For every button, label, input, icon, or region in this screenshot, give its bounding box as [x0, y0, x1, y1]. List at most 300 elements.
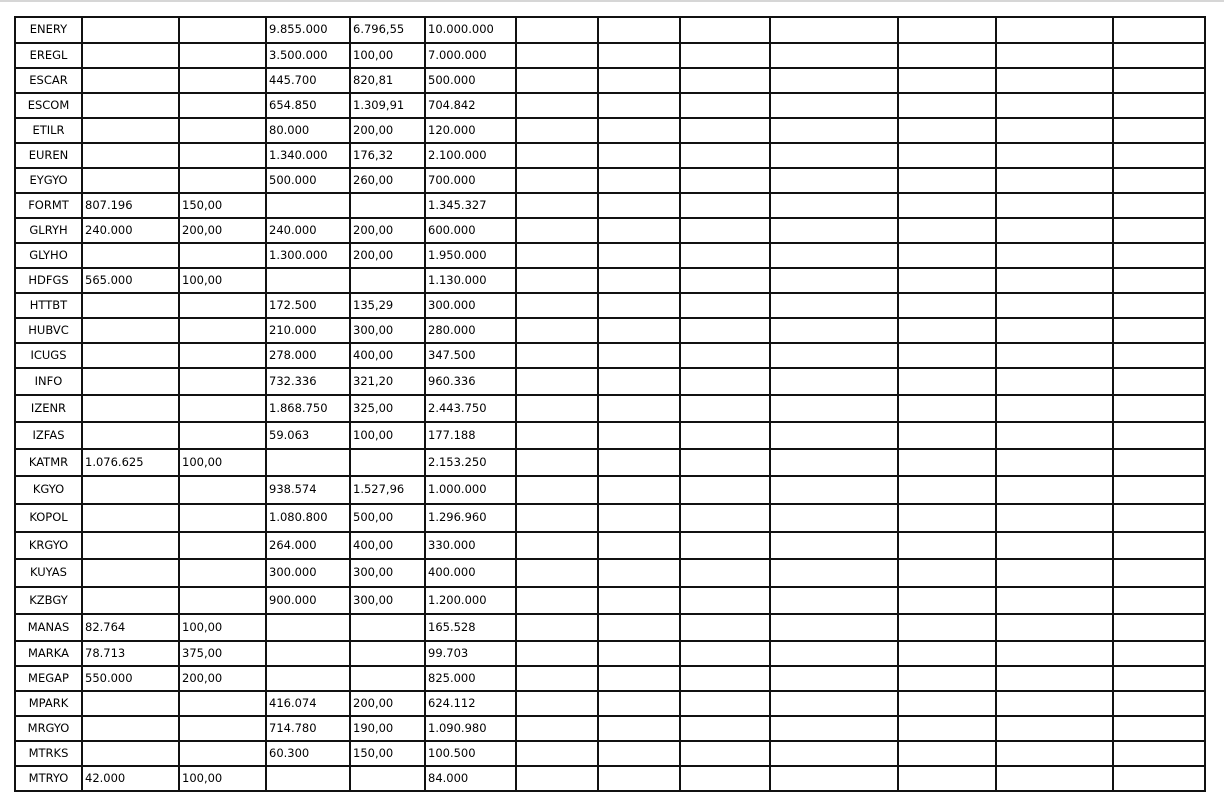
table-row	[15, 318, 1205, 343]
empty-cell	[1113, 343, 1205, 368]
empty-cell	[680, 395, 770, 422]
empty-cell	[898, 716, 996, 741]
table-row	[15, 268, 1205, 293]
value-cell: 150,00	[350, 741, 425, 766]
empty-cell	[1113, 193, 1205, 218]
value-cell: 1.080.800	[266, 504, 350, 532]
empty-cell	[680, 293, 770, 318]
empty-cell	[898, 93, 996, 118]
value-cell	[82, 118, 179, 143]
empty-cell	[516, 193, 598, 218]
value-cell: 135,29	[350, 293, 425, 318]
ticker-cell: ICUGS	[15, 343, 82, 368]
empty-cell	[516, 504, 598, 532]
value-cell: 1.076.625	[82, 449, 179, 476]
empty-cell	[996, 343, 1113, 368]
empty-cell	[680, 741, 770, 766]
empty-cell	[680, 422, 770, 449]
ticker-cell: HDFGS	[15, 268, 82, 293]
value-cell: 1.300.000	[266, 243, 350, 268]
empty-cell	[516, 741, 598, 766]
empty-cell	[996, 243, 1113, 268]
value-cell	[82, 318, 179, 343]
ticker-cell: GLYHO	[15, 243, 82, 268]
empty-cell	[996, 68, 1113, 93]
empty-cell	[1113, 143, 1205, 168]
empty-cell	[1113, 422, 1205, 449]
empty-cell	[516, 641, 598, 666]
value-cell	[82, 368, 179, 395]
empty-cell	[1113, 118, 1205, 143]
empty-cell	[598, 641, 680, 666]
table-row	[15, 614, 1205, 641]
empty-cell	[598, 691, 680, 716]
empty-cell	[516, 614, 598, 641]
value-cell	[82, 243, 179, 268]
empty-cell	[516, 268, 598, 293]
value-cell: 278.000	[266, 343, 350, 368]
empty-cell	[770, 43, 898, 68]
empty-cell	[516, 449, 598, 476]
empty-cell	[996, 168, 1113, 193]
value-cell: 7.000.000	[425, 43, 516, 68]
empty-cell	[1113, 691, 1205, 716]
value-cell	[82, 587, 179, 614]
value-cell	[350, 193, 425, 218]
value-cell	[82, 343, 179, 368]
empty-cell	[770, 17, 898, 43]
value-cell: 500.000	[425, 68, 516, 93]
empty-cell	[1113, 218, 1205, 243]
empty-cell	[996, 641, 1113, 666]
empty-cell	[898, 559, 996, 587]
value-cell: 624.112	[425, 691, 516, 716]
empty-cell	[898, 476, 996, 504]
ticker-cell: MPARK	[15, 691, 82, 716]
value-cell	[179, 318, 266, 343]
empty-cell	[598, 243, 680, 268]
empty-cell	[770, 741, 898, 766]
empty-cell	[680, 93, 770, 118]
value-cell	[179, 243, 266, 268]
empty-cell	[680, 641, 770, 666]
value-cell: 500.000	[266, 168, 350, 193]
value-cell: 732.336	[266, 368, 350, 395]
value-cell	[266, 766, 350, 791]
table-row	[15, 17, 1205, 43]
value-cell: 60.300	[266, 741, 350, 766]
empty-cell	[680, 532, 770, 559]
value-cell: 1.340.000	[266, 143, 350, 168]
empty-cell	[598, 218, 680, 243]
empty-cell	[1113, 318, 1205, 343]
value-cell: 120.000	[425, 118, 516, 143]
empty-cell	[996, 268, 1113, 293]
empty-cell	[770, 343, 898, 368]
ticker-cell: EYGYO	[15, 168, 82, 193]
value-cell: 6.796,55	[350, 17, 425, 43]
empty-cell	[598, 422, 680, 449]
empty-cell	[770, 422, 898, 449]
value-cell: 300,00	[350, 587, 425, 614]
table-row	[15, 93, 1205, 118]
value-cell: 1.000.000	[425, 476, 516, 504]
table-row	[15, 449, 1205, 476]
value-cell: 200,00	[350, 243, 425, 268]
empty-cell	[680, 476, 770, 504]
table-row	[15, 532, 1205, 559]
empty-cell	[598, 532, 680, 559]
ticker-cell: IZENR	[15, 395, 82, 422]
empty-cell	[898, 691, 996, 716]
value-cell	[82, 68, 179, 93]
ticker-cell: KRGYO	[15, 532, 82, 559]
empty-cell	[1113, 766, 1205, 791]
value-cell: 400,00	[350, 532, 425, 559]
ticker-cell: MEGAP	[15, 666, 82, 691]
value-cell: 960.336	[425, 368, 516, 395]
empty-cell	[516, 368, 598, 395]
table-row	[15, 218, 1205, 243]
value-cell: 900.000	[266, 587, 350, 614]
empty-cell	[996, 143, 1113, 168]
empty-cell	[680, 143, 770, 168]
table-row	[15, 118, 1205, 143]
empty-cell	[996, 614, 1113, 641]
empty-cell	[516, 587, 598, 614]
empty-cell	[598, 268, 680, 293]
empty-cell	[898, 268, 996, 293]
empty-cell	[1113, 449, 1205, 476]
empty-cell	[516, 476, 598, 504]
value-cell	[179, 716, 266, 741]
empty-cell	[1113, 368, 1205, 395]
value-cell: 325,00	[350, 395, 425, 422]
ticker-cell: MRGYO	[15, 716, 82, 741]
empty-cell	[996, 43, 1113, 68]
empty-cell	[996, 741, 1113, 766]
value-cell: 176,32	[350, 143, 425, 168]
value-cell	[266, 666, 350, 691]
table-row	[15, 143, 1205, 168]
table-row	[15, 691, 1205, 716]
value-cell: 42.000	[82, 766, 179, 791]
value-cell: 600.000	[425, 218, 516, 243]
empty-cell	[598, 504, 680, 532]
value-cell: 99.703	[425, 641, 516, 666]
empty-cell	[680, 368, 770, 395]
value-cell	[179, 343, 266, 368]
empty-cell	[1113, 666, 1205, 691]
empty-cell	[898, 766, 996, 791]
value-cell: 1.345.327	[425, 193, 516, 218]
empty-cell	[598, 587, 680, 614]
empty-cell	[680, 118, 770, 143]
empty-cell	[680, 243, 770, 268]
empty-cell	[996, 691, 1113, 716]
empty-cell	[770, 587, 898, 614]
empty-cell	[516, 143, 598, 168]
empty-cell	[598, 395, 680, 422]
table-row	[15, 243, 1205, 268]
value-cell: 321,20	[350, 368, 425, 395]
empty-cell	[598, 766, 680, 791]
empty-cell	[680, 691, 770, 716]
value-cell: 9.855.000	[266, 17, 350, 43]
value-cell	[350, 614, 425, 641]
value-cell: 200,00	[350, 118, 425, 143]
value-cell: 3.500.000	[266, 43, 350, 68]
empty-cell	[598, 449, 680, 476]
value-cell: 300.000	[425, 293, 516, 318]
empty-cell	[1113, 532, 1205, 559]
table-row	[15, 422, 1205, 449]
value-cell	[82, 395, 179, 422]
empty-cell	[898, 193, 996, 218]
empty-cell	[898, 318, 996, 343]
empty-cell	[598, 368, 680, 395]
ticker-cell: HUBVC	[15, 318, 82, 343]
empty-cell	[1113, 168, 1205, 193]
value-cell	[179, 587, 266, 614]
ticker-cell: HTTBT	[15, 293, 82, 318]
value-cell: 714.780	[266, 716, 350, 741]
value-cell	[82, 716, 179, 741]
value-cell	[350, 766, 425, 791]
value-cell: 260,00	[350, 168, 425, 193]
empty-cell	[1113, 716, 1205, 741]
value-cell: 300.000	[266, 559, 350, 587]
value-cell: 1.130.000	[425, 268, 516, 293]
value-cell	[266, 641, 350, 666]
empty-cell	[516, 43, 598, 68]
empty-cell	[598, 143, 680, 168]
empty-cell	[996, 666, 1113, 691]
value-cell: 200,00	[350, 218, 425, 243]
value-cell	[82, 422, 179, 449]
value-cell	[179, 43, 266, 68]
empty-cell	[680, 68, 770, 93]
value-cell	[82, 476, 179, 504]
value-cell	[266, 268, 350, 293]
value-cell: 84.000	[425, 766, 516, 791]
empty-cell	[770, 716, 898, 741]
value-cell: 330.000	[425, 532, 516, 559]
empty-cell	[898, 666, 996, 691]
ticker-cell: INFO	[15, 368, 82, 395]
empty-cell	[996, 17, 1113, 43]
empty-cell	[598, 318, 680, 343]
empty-cell	[996, 504, 1113, 532]
empty-cell	[516, 218, 598, 243]
empty-cell	[898, 449, 996, 476]
empty-cell	[598, 68, 680, 93]
value-cell: 100,00	[179, 268, 266, 293]
empty-cell	[1113, 476, 1205, 504]
value-cell	[266, 449, 350, 476]
empty-cell	[898, 587, 996, 614]
empty-cell	[1113, 93, 1205, 118]
value-cell	[82, 691, 179, 716]
empty-cell	[770, 118, 898, 143]
ticker-cell: ESCAR	[15, 68, 82, 93]
empty-cell	[770, 666, 898, 691]
value-cell: 375,00	[179, 641, 266, 666]
empty-cell	[598, 93, 680, 118]
empty-cell	[516, 93, 598, 118]
empty-cell	[680, 449, 770, 476]
empty-cell	[516, 118, 598, 143]
empty-cell	[598, 118, 680, 143]
empty-cell	[996, 716, 1113, 741]
empty-cell	[1113, 268, 1205, 293]
table-row	[15, 587, 1205, 614]
value-cell: 700.000	[425, 168, 516, 193]
value-cell	[179, 168, 266, 193]
ticker-cell: KGYO	[15, 476, 82, 504]
value-cell: 2.153.250	[425, 449, 516, 476]
value-cell	[82, 93, 179, 118]
empty-cell	[516, 68, 598, 93]
value-cell: 500,00	[350, 504, 425, 532]
empty-cell	[996, 218, 1113, 243]
value-cell: 938.574	[266, 476, 350, 504]
table-row	[15, 559, 1205, 587]
value-cell: 654.850	[266, 93, 350, 118]
value-cell: 1.090.980	[425, 716, 516, 741]
empty-cell	[516, 168, 598, 193]
value-cell	[179, 93, 266, 118]
table-row	[15, 193, 1205, 218]
value-cell	[179, 293, 266, 318]
value-cell: 100,00	[350, 43, 425, 68]
value-cell	[350, 268, 425, 293]
empty-cell	[996, 118, 1113, 143]
value-cell: 550.000	[82, 666, 179, 691]
table-row	[15, 395, 1205, 422]
empty-cell	[516, 243, 598, 268]
empty-cell	[680, 168, 770, 193]
empty-cell	[680, 43, 770, 68]
ticker-cell: MARKA	[15, 641, 82, 666]
empty-cell	[898, 293, 996, 318]
value-cell	[179, 476, 266, 504]
empty-cell	[1113, 559, 1205, 587]
empty-cell	[898, 243, 996, 268]
value-cell	[179, 559, 266, 587]
empty-cell	[996, 587, 1113, 614]
empty-cell	[1113, 395, 1205, 422]
value-cell: 78.713	[82, 641, 179, 666]
value-cell: 100,00	[179, 766, 266, 791]
empty-cell	[770, 193, 898, 218]
ticker-cell: MANAS	[15, 614, 82, 641]
empty-cell	[996, 93, 1113, 118]
empty-cell	[516, 766, 598, 791]
ticker-cell: ESCOM	[15, 93, 82, 118]
table-row	[15, 476, 1205, 504]
empty-cell	[770, 93, 898, 118]
value-cell: 264.000	[266, 532, 350, 559]
ticker-cell: ENERY	[15, 17, 82, 43]
value-cell: 190,00	[350, 716, 425, 741]
empty-cell	[598, 343, 680, 368]
empty-cell	[680, 318, 770, 343]
ticker-cell: KZBGY	[15, 587, 82, 614]
value-cell	[179, 118, 266, 143]
table-row	[15, 641, 1205, 666]
value-cell: 2.443.750	[425, 395, 516, 422]
empty-cell	[770, 168, 898, 193]
value-cell: 150,00	[179, 193, 266, 218]
empty-cell	[898, 168, 996, 193]
table-row	[15, 368, 1205, 395]
value-cell	[179, 68, 266, 93]
value-cell: 1.296.960	[425, 504, 516, 532]
ticker-cell: MTRYO	[15, 766, 82, 791]
empty-cell	[898, 218, 996, 243]
empty-cell	[996, 449, 1113, 476]
empty-cell	[898, 614, 996, 641]
empty-cell	[770, 143, 898, 168]
empty-cell	[680, 716, 770, 741]
empty-cell	[516, 691, 598, 716]
value-cell: 100.500	[425, 741, 516, 766]
value-cell	[266, 614, 350, 641]
ticker-cell: FORMT	[15, 193, 82, 218]
ticker-cell: MTRKS	[15, 741, 82, 766]
ticker-cell: IZFAS	[15, 422, 82, 449]
value-cell: 240.000	[82, 218, 179, 243]
empty-cell	[1113, 741, 1205, 766]
empty-cell	[770, 766, 898, 791]
empty-cell	[516, 532, 598, 559]
empty-cell	[898, 143, 996, 168]
empty-cell	[1113, 641, 1205, 666]
value-cell: 565.000	[82, 268, 179, 293]
empty-cell	[598, 43, 680, 68]
value-cell	[179, 17, 266, 43]
empty-cell	[770, 318, 898, 343]
empty-cell	[898, 68, 996, 93]
value-cell	[82, 293, 179, 318]
empty-cell	[898, 343, 996, 368]
empty-cell	[770, 268, 898, 293]
value-cell	[179, 395, 266, 422]
value-cell: 165.528	[425, 614, 516, 641]
table-row	[15, 666, 1205, 691]
empty-cell	[898, 741, 996, 766]
empty-cell	[996, 395, 1113, 422]
value-cell	[82, 532, 179, 559]
empty-cell	[996, 193, 1113, 218]
empty-cell	[680, 193, 770, 218]
empty-cell	[996, 293, 1113, 318]
empty-cell	[770, 559, 898, 587]
empty-cell	[1113, 68, 1205, 93]
value-cell: 100,00	[179, 449, 266, 476]
empty-cell	[598, 193, 680, 218]
empty-cell	[598, 293, 680, 318]
empty-cell	[680, 343, 770, 368]
empty-cell	[516, 343, 598, 368]
value-cell: 200,00	[179, 666, 266, 691]
value-cell	[82, 17, 179, 43]
value-cell: 240.000	[266, 218, 350, 243]
table-row	[15, 766, 1205, 791]
table-row	[15, 68, 1205, 93]
empty-cell	[996, 422, 1113, 449]
